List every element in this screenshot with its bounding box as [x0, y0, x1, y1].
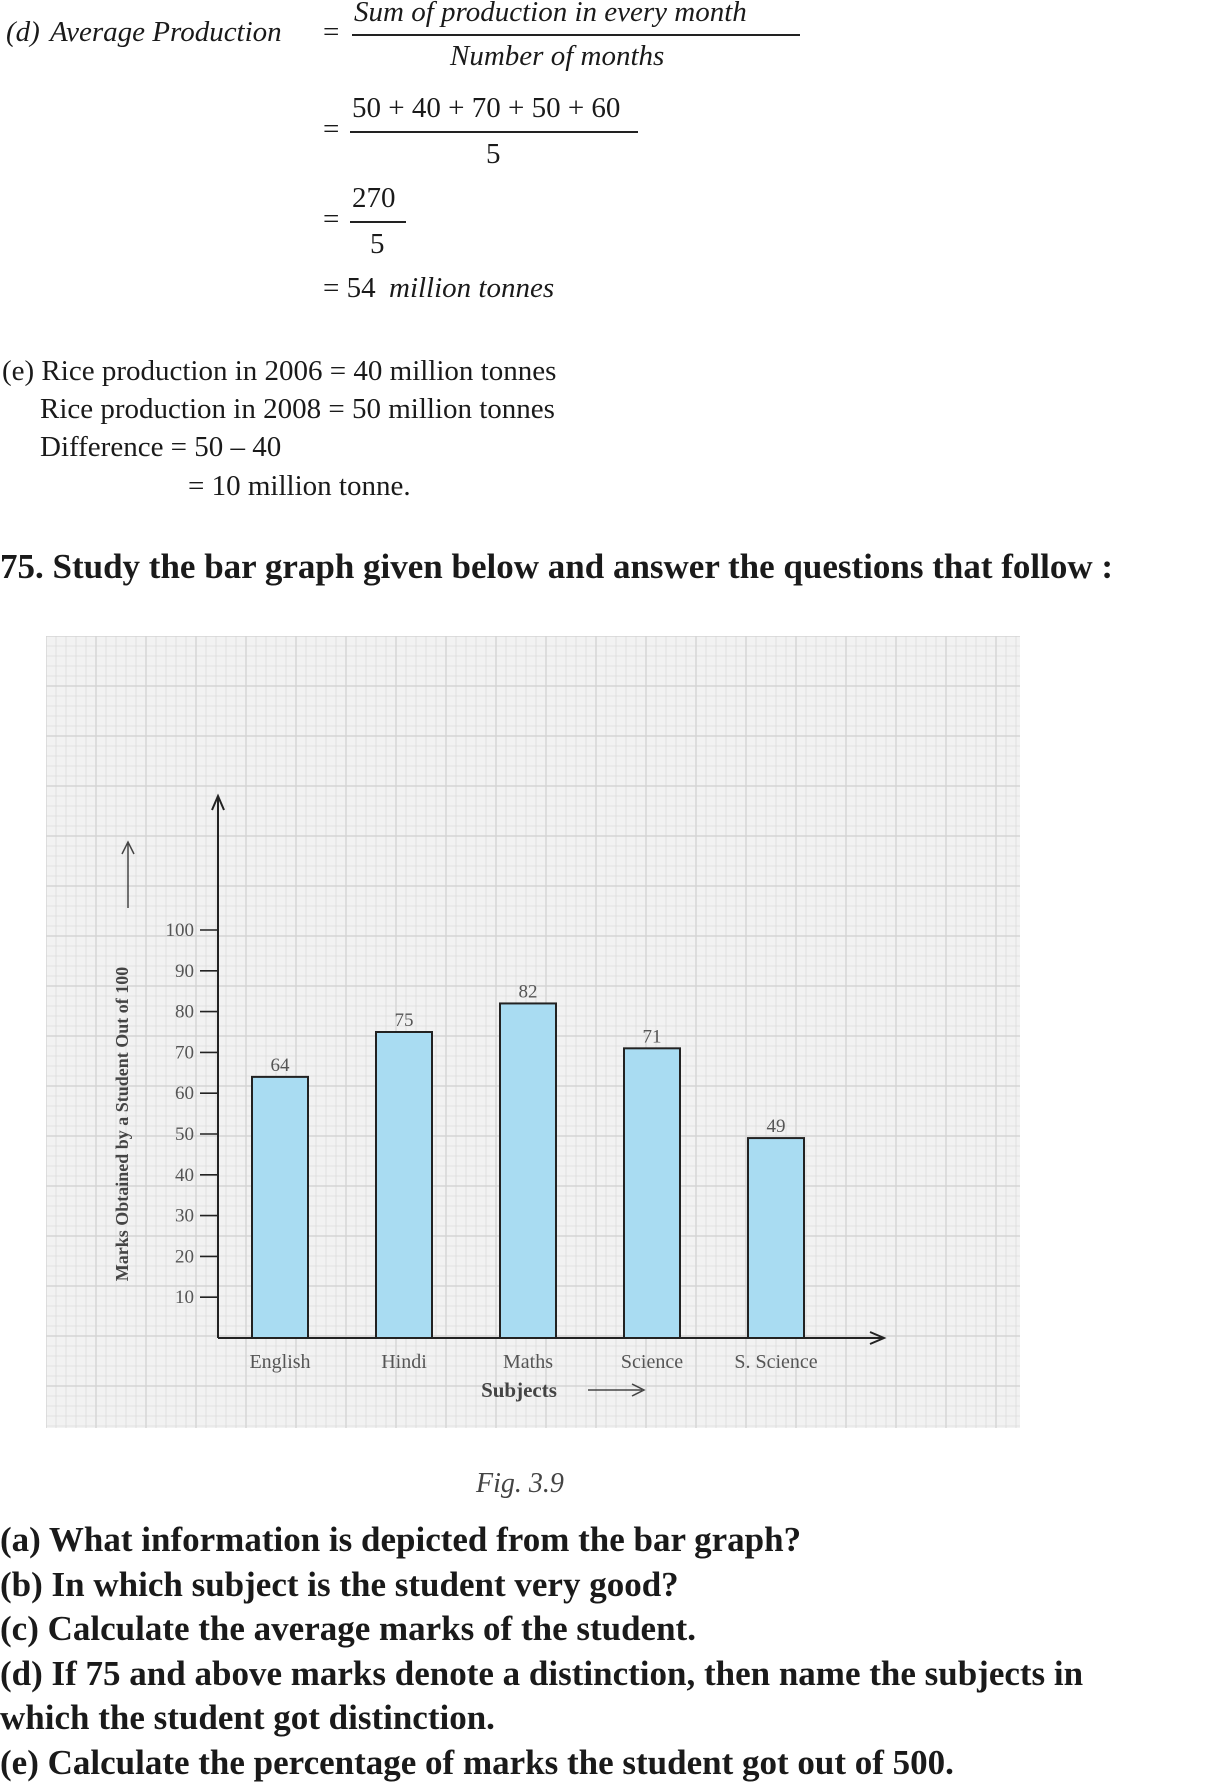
bar-data-label: 64: [270, 1054, 290, 1076]
part-d-eq-3: =: [323, 203, 340, 235]
x-category-label: Hindi: [381, 1351, 427, 1373]
x-category-label: S. Science: [734, 1351, 818, 1373]
bar-english: [252, 1077, 308, 1338]
y-tick-label: 30: [175, 1205, 194, 1227]
frac1-denominator: Number of months: [450, 40, 665, 72]
part-e-line-4: = 10 million tonne.: [188, 470, 411, 502]
bar-data-label: 49: [766, 1116, 786, 1138]
y-tick-label: 100: [165, 920, 194, 941]
bar-chart-svg: [46, 636, 1020, 1428]
y-tick-label: 50: [175, 1124, 194, 1145]
x-category-label: Science: [620, 1351, 684, 1373]
part-d-eq-1: =: [323, 16, 340, 48]
y-tick-label: 70: [175, 1042, 194, 1064]
part-d-eq-2: =: [323, 113, 340, 145]
bar-s-science: [748, 1138, 804, 1338]
frac1-bar: [352, 34, 800, 36]
frac1-numerator: Sum of production in every month: [354, 0, 747, 28]
question-b: (b) In which subject is the student very good?: [0, 1565, 679, 1604]
frac2-bar: [350, 131, 638, 133]
bar-data-label: 82: [518, 981, 538, 1003]
y-tick-label: 40: [175, 1164, 194, 1186]
bar-hindi: [376, 1032, 432, 1338]
question-e: (e) Calculate the percentage of marks the student got out of 500.: [0, 1743, 954, 1782]
result-unit: million tonnes: [389, 272, 555, 304]
y-tick-label: 20: [175, 1246, 194, 1268]
bar-chart: [46, 636, 1020, 1428]
question-title: 75. Study the bar graph given below and answer the questions that follow :: [0, 547, 1114, 586]
question-a: (a) What information is depicted from the bar graph?: [0, 1520, 802, 1559]
x-category-label: English: [249, 1351, 311, 1373]
y-tick-label: 60: [175, 1083, 194, 1105]
y-tick-label: 10: [175, 1287, 194, 1309]
bar-data-label: 75: [394, 1010, 414, 1031]
frac3-denominator: 5: [370, 228, 385, 260]
part-e-line-2: Rice production in 2008 = 50 million tonnes: [40, 393, 555, 425]
y-axis-label: Marks Obtained by a Student Out of 100: [112, 966, 132, 1282]
frac3-numerator: 270: [352, 182, 396, 214]
bar-data-label: 71: [642, 1026, 662, 1048]
frac3-bar: [350, 221, 406, 223]
x-axis-label: Subjects: [481, 1378, 557, 1402]
y-tick-label: 90: [175, 960, 194, 982]
part-e-line-1: (e) Rice production in 2006 = 40 million tonnes: [2, 355, 557, 387]
figure-caption: Fig. 3.9: [476, 1468, 564, 1499]
frac2-denominator: 5: [486, 138, 501, 170]
part-d-label: (d): [6, 16, 40, 48]
y-tick-label: 80: [175, 1001, 194, 1023]
bar-maths: [500, 1003, 556, 1338]
question-c: (c) Calculate the average marks of the student.: [0, 1609, 696, 1648]
frac2-numerator: 50 + 40 + 70 + 50 + 60: [352, 92, 621, 124]
bar-science: [624, 1048, 680, 1338]
part-e-line-3: Difference = 50 – 40: [40, 431, 282, 463]
part-d-lhs: Average Production: [50, 16, 282, 48]
result-value: = 54: [323, 272, 376, 304]
question-d: (d) If 75 and above marks denote a distinction, then name the subjects in: [0, 1654, 1084, 1693]
question-d-continued: which the student got distinction.: [0, 1698, 495, 1737]
x-category-label: Maths: [503, 1351, 553, 1373]
